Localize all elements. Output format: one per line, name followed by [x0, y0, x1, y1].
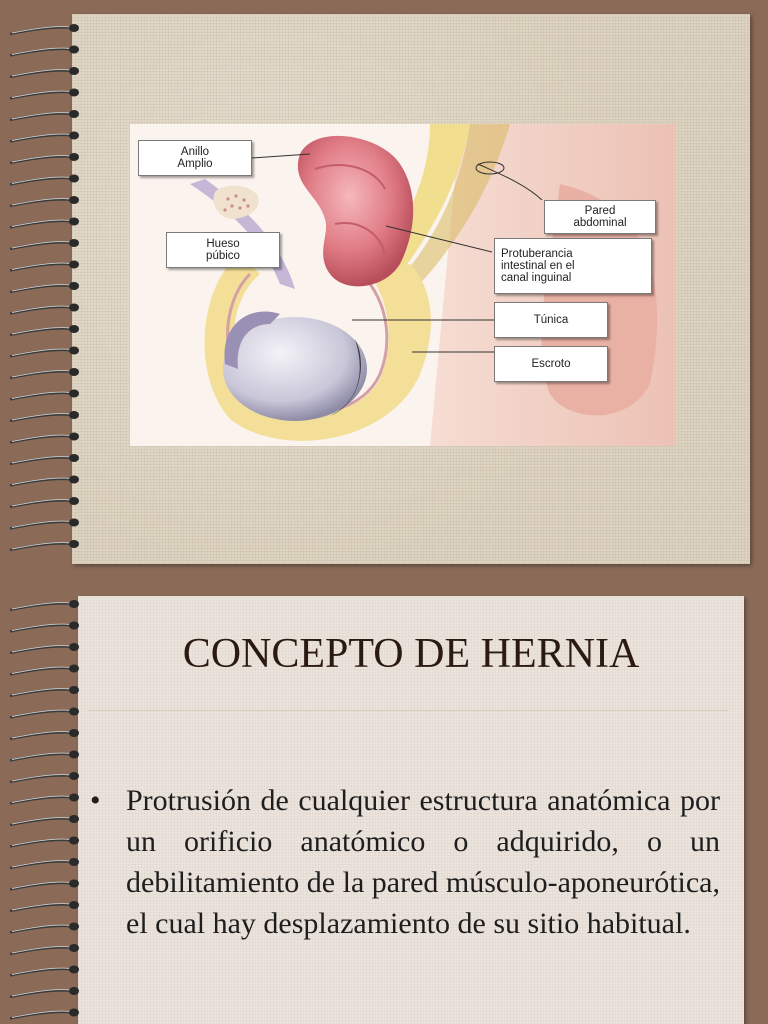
- label-pared-line1: Pared: [584, 205, 616, 217]
- label-anillo-amplio: [138, 140, 252, 176]
- slide-title: CONCEPTO DE HERNIA: [182, 631, 640, 677]
- label-escroto: [494, 346, 608, 382]
- label-anillo-line2: Amplio: [177, 158, 213, 170]
- label-protuberancia: [494, 238, 652, 294]
- label-anillo-line1: Anillo: [180, 146, 210, 158]
- label-protuberancia-line2: intestinal en el: [501, 260, 575, 272]
- hernia-illustration: [130, 124, 676, 446]
- label-protuberancia-line1: Protuberancia: [501, 248, 573, 260]
- label-protuberancia-line3: canal inguinal: [501, 272, 572, 284]
- label-tunica: [494, 302, 608, 338]
- label-pared-abdominal: [544, 200, 656, 234]
- label-hueso-line2: púbico: [206, 250, 240, 262]
- spiral-binding-icon: [0, 0, 86, 580]
- slide-2: [0, 590, 768, 1024]
- title-divider: [88, 710, 728, 711]
- label-pared-line2: abdominal: [573, 217, 627, 229]
- label-hueso-pubico: [166, 232, 280, 268]
- label-escroto-text: Escroto: [531, 358, 571, 370]
- label-tunica-text: Túnica: [533, 314, 569, 326]
- label-hueso-line1: Hueso: [206, 238, 240, 250]
- bullet-marker: •: [90, 784, 101, 817]
- bullet-text: Protrusión de cualquier estructura anatómica por un orificio anatómico o adquirido, o un debilitamiento de la pared músculo-aponeurótica, el cual hay desplazamiento de su sitio habitual.: [126, 784, 720, 940]
- spiral-binding-icon: [0, 590, 86, 1024]
- bullet-item: [90, 780, 720, 944]
